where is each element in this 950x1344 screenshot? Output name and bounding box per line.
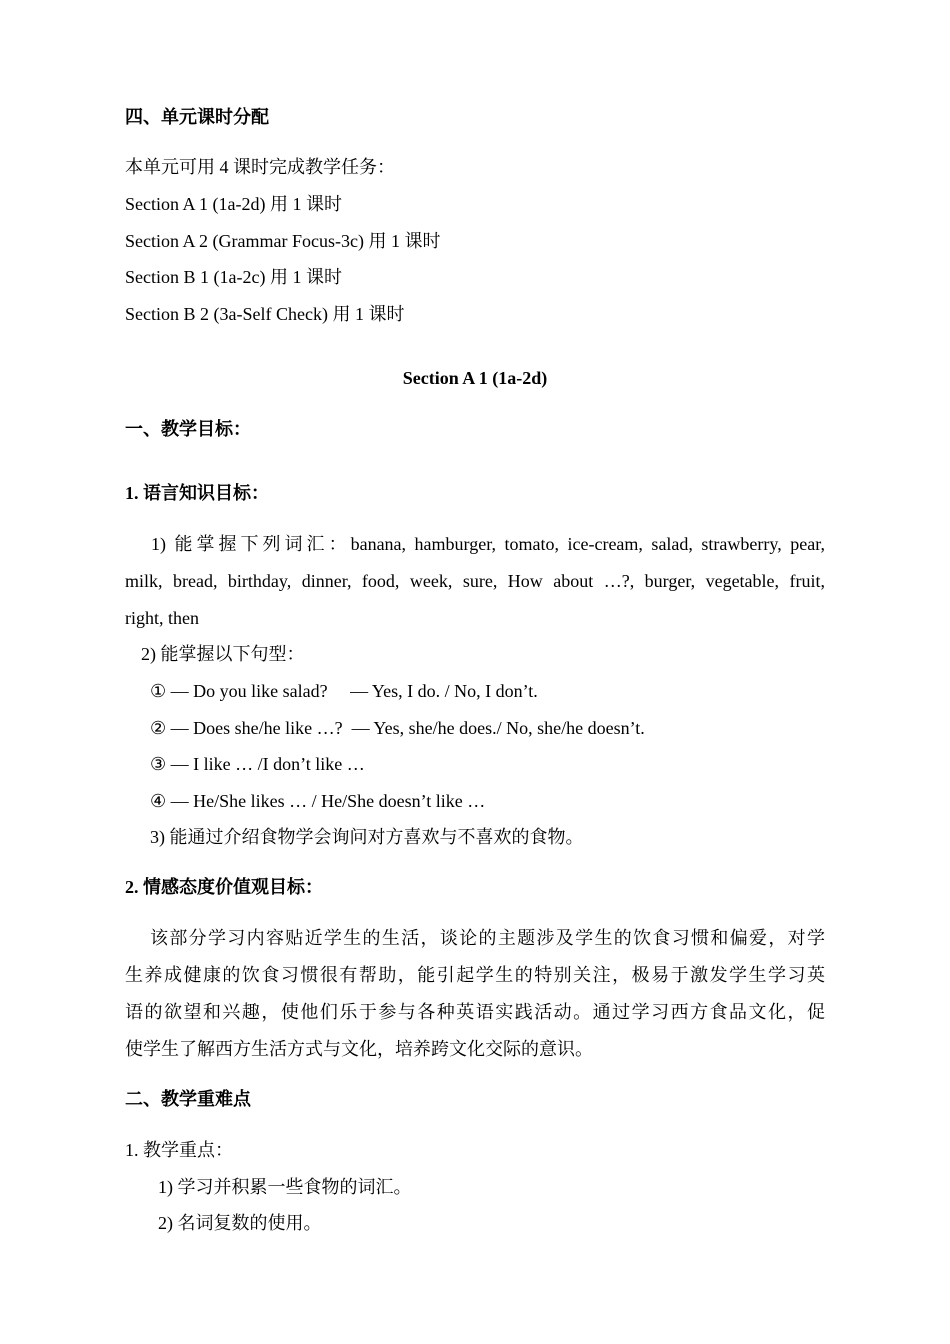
vocabulary-line: right, then — [125, 608, 199, 628]
session-line: Section A 1 (1a-2d) 用 1 课时 — [125, 194, 342, 214]
section-title: Section A 1 (1a-2d) — [402, 368, 548, 388]
sentence-pattern: ① — Do you like salad? — Yes, I do. / No, I don’t. — [150, 681, 538, 701]
sentence-pattern: ④ — He/She likes … / He/She doesn’t like … — [150, 791, 486, 811]
sentence-pattern: ② — Does she/he like …? — Yes, she/he does./ No, she/he doesn’t. — [150, 718, 645, 738]
session-line: Section A 2 (Grammar Focus-3c) 用 1 课时 — [125, 231, 441, 251]
teaching-focus-label: 1. 教学重点： — [125, 1140, 233, 1160]
vocabulary-line: 1) 能掌握下列词汇：banana, hamburger, tomato, ice-cream, salad, strawberry, pear, — [151, 534, 825, 554]
session-line: Section B 1 (1a-2c) 用 1 课时 — [125, 267, 342, 287]
vocabulary-line: milk, bread, birthday, dinner, food, week, sure, How about …?, burger, vegetable, fruit, — [125, 571, 825, 591]
affective-paragraph-line: 语的欲望和兴趣，使他们乐于参与各种英语实践活动。通过学习西方食品文化，促 — [125, 1002, 825, 1022]
sentence-pattern: ③ — I like … /I don’t like … — [150, 754, 365, 774]
language-point-3: 3) 能通过介绍食物学会询问对方喜欢与不喜欢的食物。 — [150, 827, 584, 847]
affective-paragraph-line: 使学生了解西方生活方式与文化，培养跨文化交际的意识。 — [125, 1039, 593, 1059]
language-objectives-heading: 1. 语言知识目标： — [125, 483, 269, 503]
unit-allocation-intro: 本单元可用 4 课时完成教学任务： — [125, 157, 395, 177]
objectives-heading: 一、教学目标： — [125, 419, 251, 439]
affective-objectives-heading: 2. 情感态度价值观目标： — [125, 877, 323, 897]
session-line: Section B 2 (3a-Self Check) 用 1 课时 — [125, 304, 405, 324]
teaching-focus-item: 2) 名词复数的使用。 — [158, 1213, 322, 1233]
key-points-heading: 二、教学重难点 — [125, 1089, 251, 1109]
teaching-focus-item: 1) 学习并积累一些食物的词汇。 — [158, 1177, 412, 1197]
unit-allocation-heading: 四、单元课时分配 — [125, 107, 269, 127]
affective-paragraph-line: 生养成健康的饮食习惯很有帮助，能引起学生的特别关注，极易于激发学生学习英 — [125, 965, 825, 985]
sentence-patterns-label: 2) 能掌握以下句型： — [141, 644, 305, 664]
affective-paragraph-line: 该部分学习内容贴近学生的生活，谈论的主题涉及学生的饮食习惯和偏爱，对学 — [150, 928, 825, 948]
